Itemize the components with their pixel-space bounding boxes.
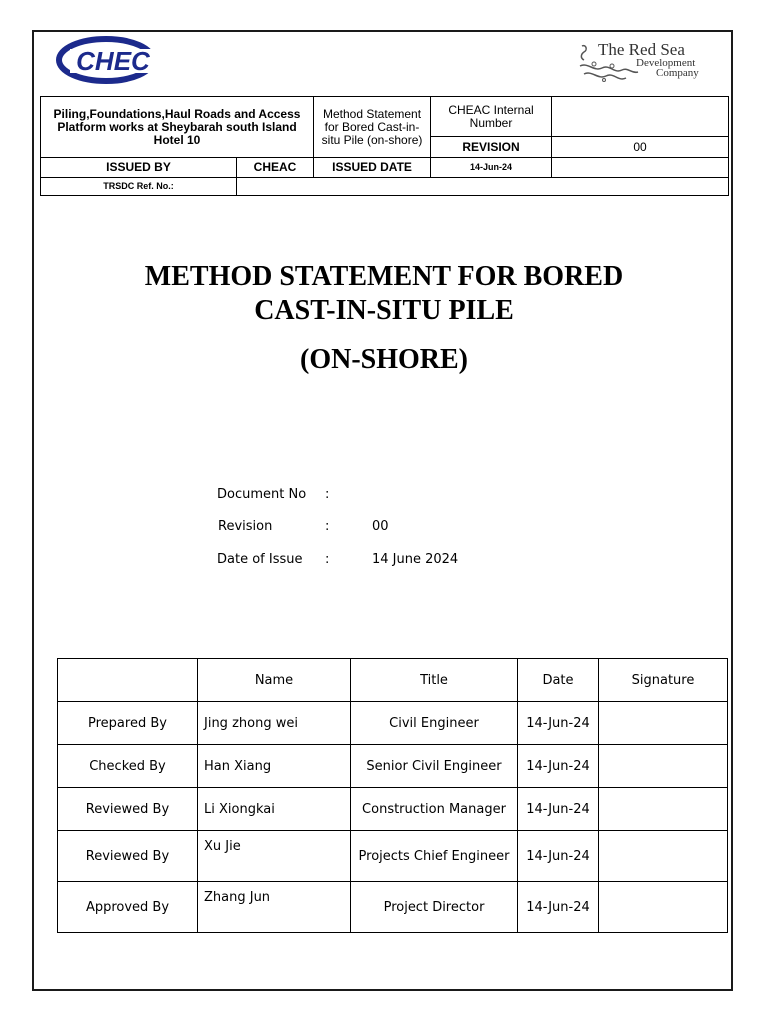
red-sea-logo <box>576 40 724 90</box>
signoff-name: Xu Jie <box>198 831 351 882</box>
signoff-role: Reviewed By <box>58 831 198 882</box>
red-sea-logo-line2: Development <box>636 57 696 69</box>
signoff-role: Prepared By <box>58 702 198 745</box>
signoff-date: 14-Jun-24 <box>518 745 599 788</box>
signoff-signature <box>599 702 728 745</box>
chec-logo-text: CHEC <box>76 46 150 76</box>
signoff-title: Project Director <box>351 882 518 933</box>
issued-date-label: ISSUED DATE <box>314 158 431 178</box>
chec-logo <box>56 36 160 86</box>
signoff-role: Reviewed By <box>58 788 198 831</box>
signoff-header-role <box>58 659 198 702</box>
table-row <box>58 745 728 788</box>
issued-date-value: 14-Jun-24 <box>431 158 552 178</box>
signoff-role: Approved By <box>58 882 198 933</box>
signoff-title: Senior Civil Engineer <box>351 745 518 788</box>
table-row <box>58 702 728 745</box>
document-title-cell: Method Statement for Bored Cast-in-situ Pile (on-shore) <box>314 97 431 158</box>
signoff-name: Han Xiang <box>198 745 351 788</box>
date-of-issue-label: Date of Issue <box>217 552 303 567</box>
signoff-signature <box>599 745 728 788</box>
signoff-header-title: Title <box>351 659 518 702</box>
date-of-issue-value: 14 June 2024 <box>372 552 459 567</box>
date-of-issue-colon: : <box>325 552 330 567</box>
main-title-line2: CAST-IN-SITU PILE <box>254 295 514 326</box>
signoff-table <box>57 658 728 933</box>
signoff-signature <box>599 882 728 933</box>
signoff-header-name: Name <box>198 659 351 702</box>
signoff-header-signature: Signature <box>599 659 728 702</box>
document-header-table <box>40 96 729 196</box>
signoff-name: Li Xiongkai <box>198 788 351 831</box>
internal-number-value <box>552 97 729 137</box>
signoff-date: 14-Jun-24 <box>518 831 599 882</box>
signoff-signature <box>599 831 728 882</box>
signoff-name: Jing zhong wei <box>198 702 351 745</box>
issued-by-value: CHEAC <box>237 158 314 178</box>
signoff-date: 14-Jun-24 <box>518 702 599 745</box>
table-row <box>58 788 728 831</box>
main-title-line1: METHOD STATEMENT FOR BORED <box>144 261 624 292</box>
signoff-header-date: Date <box>518 659 599 702</box>
signoff-title: Civil Engineer <box>351 702 518 745</box>
signoff-date: 14-Jun-24 <box>518 882 599 933</box>
red-sea-logo-line3: Company <box>656 67 699 79</box>
document-no-label: Document No <box>217 487 307 502</box>
signoff-signature <box>599 788 728 831</box>
trsdc-ref-value <box>237 178 729 196</box>
signoff-role: Checked By <box>58 745 198 788</box>
revision-info-label: Revision <box>218 519 273 534</box>
signoff-title: Projects Chief Engineer <box>351 831 518 882</box>
revision-info-colon: : <box>325 519 330 534</box>
red-sea-logo-line1: The Red Sea <box>598 40 685 59</box>
trsdc-ref-label: TRSDC Ref. No.: <box>41 178 237 196</box>
table-row <box>58 882 728 933</box>
revision-label: REVISION <box>431 137 552 158</box>
issued-date-blank <box>552 158 729 178</box>
chec-logo-graphic <box>56 36 160 86</box>
table-row <box>58 831 728 882</box>
signoff-name: Zhang Jun <box>198 882 351 933</box>
signoff-header-row <box>58 659 728 702</box>
signoff-date: 14-Jun-24 <box>518 788 599 831</box>
project-description: Piling,Foundations,Haul Roads and Access Platform works at Sheybarah south Island Hotel 10 <box>41 97 314 158</box>
revision-info-value: 00 <box>372 519 389 534</box>
issued-by-label: ISSUED BY <box>41 158 237 178</box>
internal-number-label: CHEAC Internal Number <box>431 97 552 137</box>
revision-value: 00 <box>552 137 729 158</box>
document-no-colon: : <box>325 487 330 502</box>
signoff-title: Construction Manager <box>351 788 518 831</box>
main-title-line3: (ON-SHORE) <box>300 344 468 375</box>
